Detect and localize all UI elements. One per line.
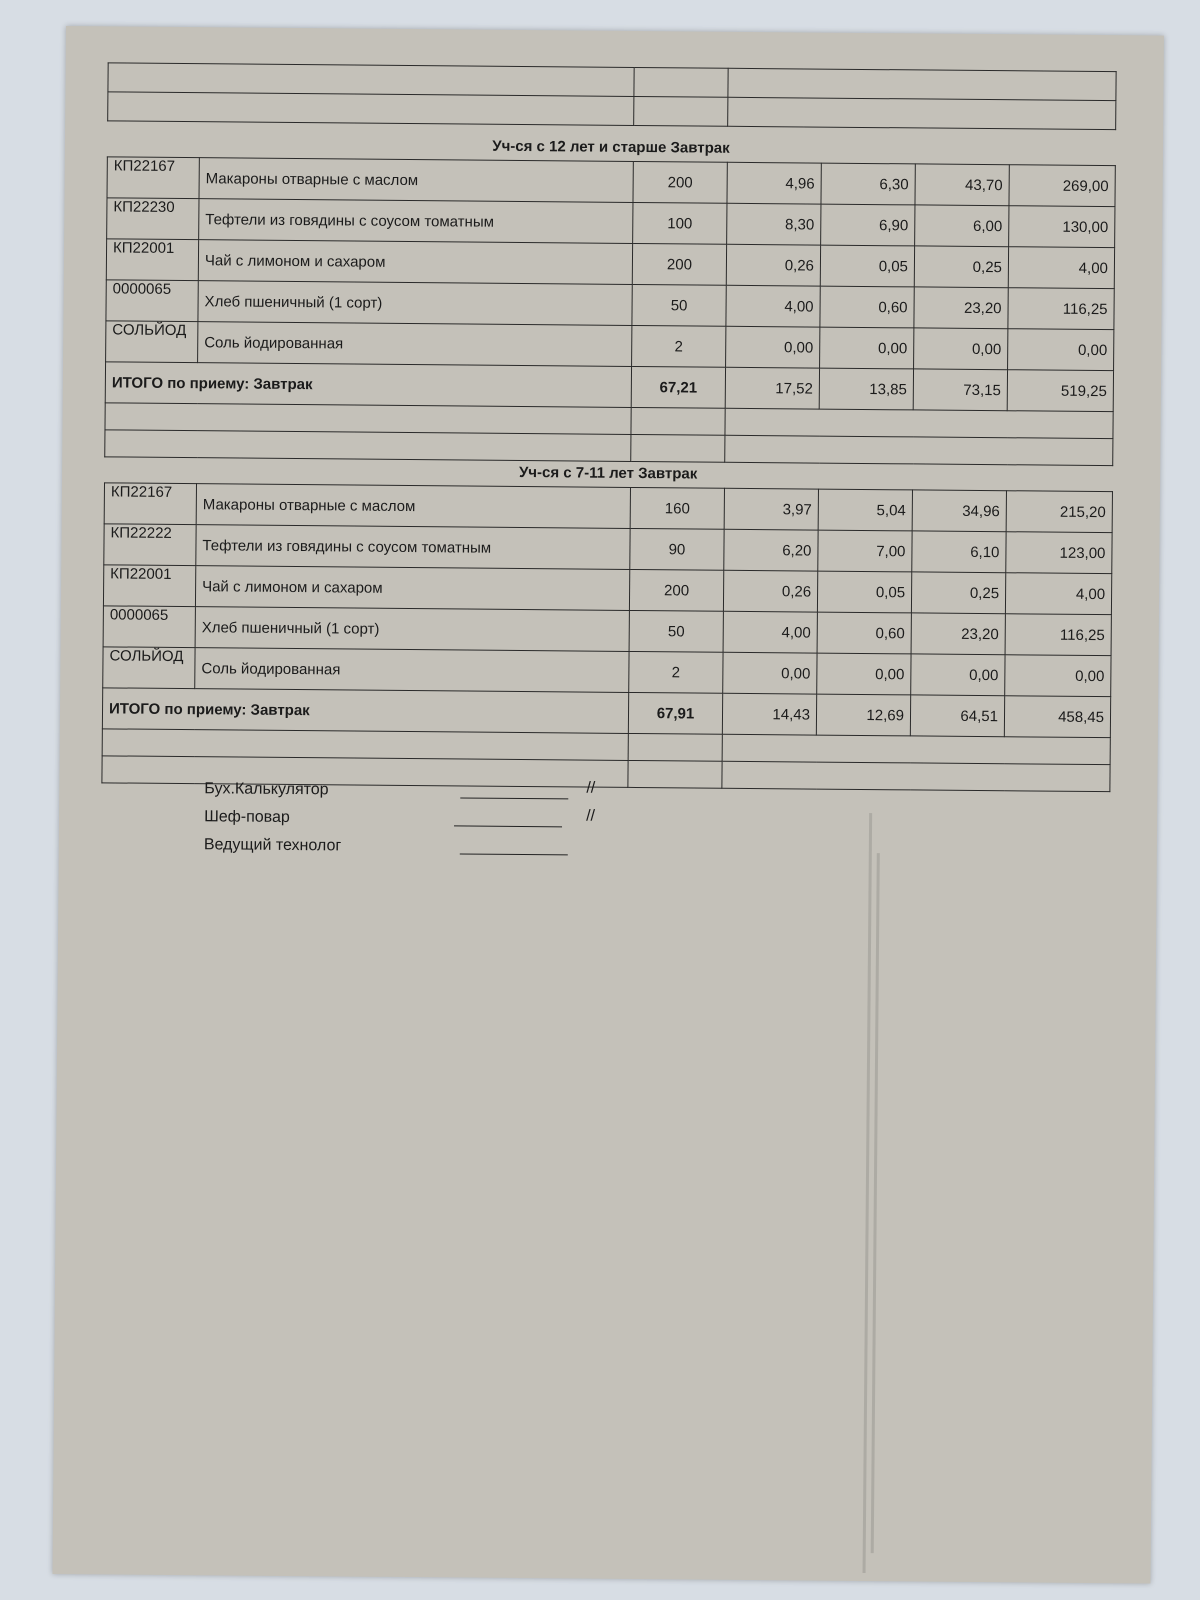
item-fats: 0,60 [817, 612, 911, 654]
item-proteins: 0,26 [723, 570, 817, 612]
item-proteins: 4,00 [726, 285, 820, 327]
item-name: Тефтели из говядины с соусом томатным [199, 199, 633, 244]
item-carbs: 0,25 [914, 246, 1008, 288]
total-fats: 13,85 [819, 368, 913, 410]
menu-table-12plus [104, 156, 1116, 466]
signature-line [454, 825, 562, 827]
signature-row [204, 775, 596, 804]
total-label: ИТОГО по приему: Завтрак [102, 688, 628, 734]
item-portion: 50 [629, 610, 723, 652]
item-carbs: 6,00 [915, 205, 1009, 247]
scan-streak [871, 853, 880, 1553]
item-energy: 0,00 [1008, 329, 1114, 371]
item-proteins: 3,97 [724, 488, 818, 530]
item-carbs: 0,00 [911, 654, 1005, 696]
total-portion: 67,21 [631, 366, 725, 408]
item-fats: 5,04 [818, 489, 912, 531]
total-proteins: 17,52 [725, 367, 819, 409]
total-energy: 519,25 [1007, 370, 1113, 412]
signature-line [460, 797, 568, 799]
item-name: Макароны отварные с маслом [199, 158, 633, 203]
item-code: КП22230 [107, 198, 199, 240]
menu-table-7-11 [101, 482, 1113, 792]
item-name: Чай с лимоном и сахаром [198, 240, 632, 285]
item-proteins: 4,96 [727, 162, 821, 204]
signature-block [203, 775, 596, 860]
item-proteins: 0,00 [723, 652, 817, 694]
item-fats: 0,05 [817, 571, 911, 613]
item-energy: 123,00 [1006, 532, 1112, 574]
item-name: Макароны отварные с маслом [196, 484, 630, 529]
signature-row [204, 803, 596, 832]
item-carbs: 34,96 [912, 490, 1006, 532]
item-code: КП22167 [104, 483, 196, 525]
total-portion: 67,91 [628, 692, 722, 734]
section-title-7-11: Уч-ся с 7-11 лет Завтрак [518, 463, 698, 483]
item-portion: 2 [632, 325, 726, 367]
signature-line [460, 853, 568, 855]
total-proteins: 14,43 [722, 693, 816, 735]
item-code: КП22001 [103, 565, 195, 607]
item-carbs: 23,20 [914, 287, 1008, 329]
item-fats: 7,00 [818, 530, 912, 572]
item-code: КП22167 [107, 157, 199, 199]
item-fats: 0,60 [820, 286, 914, 328]
item-energy: 130,00 [1009, 206, 1115, 248]
item-proteins: 0,26 [726, 244, 820, 286]
section-title-12plus: Уч-ся с 12 лет и старше Завтрак [492, 137, 730, 157]
item-carbs: 6,10 [912, 531, 1006, 573]
signature-label: Шеф-повар [204, 808, 290, 826]
total-label: ИТОГО по приему: Завтрак [105, 362, 631, 408]
total-carbs: 73,15 [913, 369, 1007, 411]
item-energy: 4,00 [1008, 247, 1114, 289]
item-proteins: 8,30 [727, 203, 821, 245]
item-name: Хлеб пшеничный (1 сорт) [195, 607, 629, 652]
item-code: КП22222 [104, 524, 196, 566]
item-fats: 0,05 [820, 245, 914, 287]
item-portion: 90 [630, 528, 724, 570]
total-fats: 12,69 [816, 694, 910, 736]
item-proteins: 6,20 [724, 529, 818, 571]
item-name: Соль йодированная [195, 648, 629, 693]
item-code: СОЛЬЙОД [103, 647, 195, 689]
item-energy: 4,00 [1005, 573, 1111, 615]
item-portion: 200 [632, 243, 726, 285]
item-portion: 160 [630, 487, 724, 529]
item-name: Хлеб пшеничный (1 сорт) [198, 281, 632, 326]
item-portion: 2 [629, 651, 723, 693]
item-fats: 0,00 [820, 327, 914, 369]
document-sheet [52, 26, 1163, 1584]
signature-label: Ведущий технолог [203, 836, 342, 855]
item-name: Чай с лимоном и сахаром [195, 566, 629, 611]
item-portion: 50 [632, 284, 726, 326]
item-energy: 116,25 [1008, 288, 1114, 330]
item-carbs: 43,70 [915, 164, 1009, 206]
total-energy: 458,45 [1004, 696, 1110, 738]
item-portion: 200 [629, 569, 723, 611]
signature-mark: // [586, 807, 596, 825]
item-name: Тефтели из говядины с соусом томатным [196, 525, 630, 570]
item-fats: 0,00 [817, 653, 911, 695]
item-code: 0000065 [106, 280, 198, 322]
signature-label: Бух.Калькулятор [204, 780, 329, 799]
item-energy: 269,00 [1009, 165, 1115, 207]
signature-mark: // [586, 779, 596, 797]
header-table [107, 62, 1116, 130]
item-code: СОЛЬЙОД [106, 321, 198, 363]
item-code: 0000065 [103, 606, 195, 648]
item-name: Соль йодированная [198, 322, 632, 367]
item-carbs: 0,25 [911, 572, 1005, 614]
item-carbs: 0,00 [914, 328, 1008, 370]
signature-row [204, 831, 342, 860]
item-fats: 6,90 [821, 204, 915, 246]
item-portion: 200 [633, 161, 727, 203]
item-proteins: 0,00 [726, 326, 820, 368]
item-carbs: 23,20 [911, 613, 1005, 655]
item-proteins: 4,00 [723, 611, 817, 653]
item-code: КП22001 [106, 239, 198, 281]
total-carbs: 64,51 [910, 695, 1004, 737]
item-energy: 0,00 [1005, 655, 1111, 697]
item-portion: 100 [633, 202, 727, 244]
item-energy: 116,25 [1005, 614, 1111, 656]
item-fats: 6,30 [821, 163, 915, 205]
item-energy: 215,20 [1006, 491, 1112, 533]
